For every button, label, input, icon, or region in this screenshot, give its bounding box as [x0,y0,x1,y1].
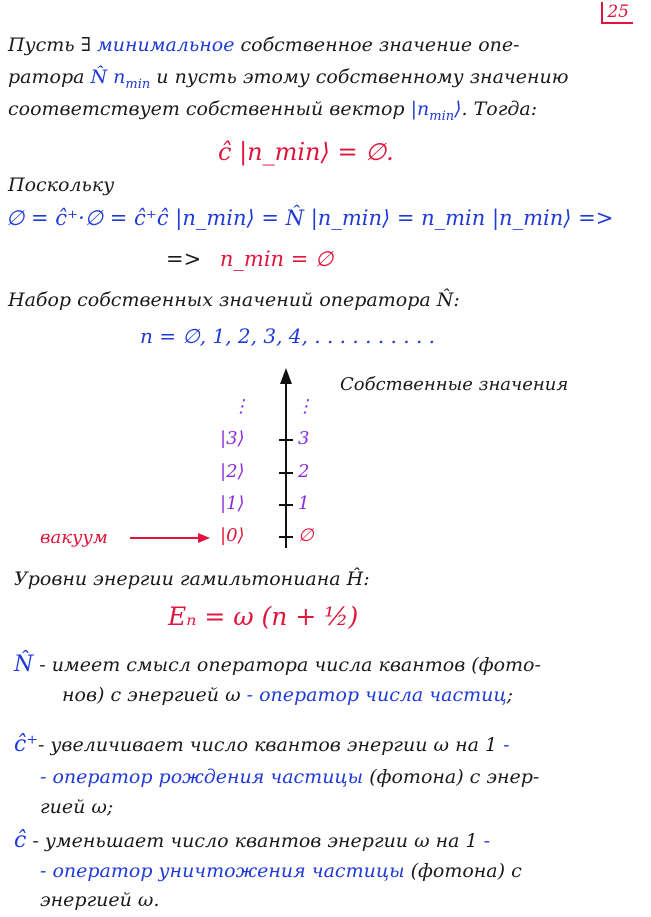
item-number-operator [14,652,541,677]
spectrum-label: Набор собственных значений оператора N̂: [8,289,460,311]
vacuum-label: вакуум [40,527,108,548]
energy-equation: Eₙ = ω (n + ½) [168,602,359,631]
intro-text: собственное значение опе- [234,34,520,56]
intro-line-1 [8,34,520,56]
dash: - [503,734,510,756]
value-3: 3 [298,428,310,449]
value-2: 2 [298,461,310,482]
intro-highlight-minimal: минимальное [96,34,235,56]
highlight-particle-number: - оператор числа частиц [246,684,507,706]
ket-3: |3⟩ [220,428,245,449]
item-annihilation-operator-line-2 [40,860,522,882]
ket-1: |1⟩ [220,493,245,514]
item-creation-operator [14,732,510,757]
intro-text: Пусть ∃ [8,34,97,56]
value-1: 1 [298,493,310,514]
ket-2: |2⟩ [220,461,245,482]
item-creation-operator-line-3: гией ω; [40,796,114,818]
ket-close: ⟩ [454,98,462,120]
since-label: Поскольку [8,174,115,196]
intro-line-3 [8,98,537,124]
dots-right: ⋮ [296,396,314,417]
item-annihilation-operator-line-3: энергией ω. [40,889,160,911]
equation-derivation: ∅ = ĉ⁺·∅ = ĉ⁺ĉ |n_min⟩ = N̂ |n_min⟩ = n_min |n_min⟩ => [6,206,614,230]
equation-result [166,247,333,271]
item-text: нов) с энергией ω [62,684,247,706]
intro-text: соответствует собственный вектор [8,98,411,120]
axis-title: Собственные значения [340,374,569,395]
symbol-c-dagger: ĉ⁺ [14,732,38,757]
subscript-min: min [429,108,455,124]
item-text: (фотона) с энер- [363,766,540,788]
vacuum-arrowhead [198,533,210,543]
dots-left: ⋮ [232,396,250,417]
implies-arrow: => [166,247,202,271]
item-text: - уменьшает число квантов энергии ω на 1 [26,830,484,852]
intro-text: . Тогда: [461,98,538,120]
item-text: - имеет смысл оператора числа квантов (фото- [33,654,541,676]
item-number-operator-line-2 [62,684,513,706]
subscript-min: min [125,76,151,92]
equation-annihilation-vacuum: ĉ |n_min⟩ = ∅. [218,138,394,166]
energy-label: Уровни энергии гамильтониана Ĥ: [14,568,370,590]
item-creation-operator-line-2 [40,766,539,788]
item-text: ; [506,684,514,706]
symbol-c-hat: ĉ [14,828,27,853]
n-min-zero: n_min = ∅ [219,247,334,271]
dash: - [483,830,491,852]
highlight-creation: - оператор рождения частицы [40,766,364,788]
axis-arrowhead [280,368,292,384]
symbol-n-hat: N̂ [14,652,34,677]
ket-n-min: |n [410,98,430,120]
intro-text: ратора [8,66,91,88]
item-text: (фотона) с [404,860,522,882]
item-text: - увеличивает число квантов энергии ω на 1 [37,734,504,756]
value-0: ∅ [298,525,314,546]
spectrum-values: n = ∅, 1, 2, 3, 4, . . . . . . . . . . [140,324,436,348]
intro-text: и пусть этому собственному значению [150,66,569,88]
highlight-annihilation: - оператор уничтожения частицы [40,860,405,882]
intro-line-2 [8,66,568,92]
operator-n-min: N̂ n [90,66,126,88]
item-annihilation-operator [14,828,490,853]
ket-0: |0⟩ [220,525,245,546]
page-number: 25 [601,2,633,24]
